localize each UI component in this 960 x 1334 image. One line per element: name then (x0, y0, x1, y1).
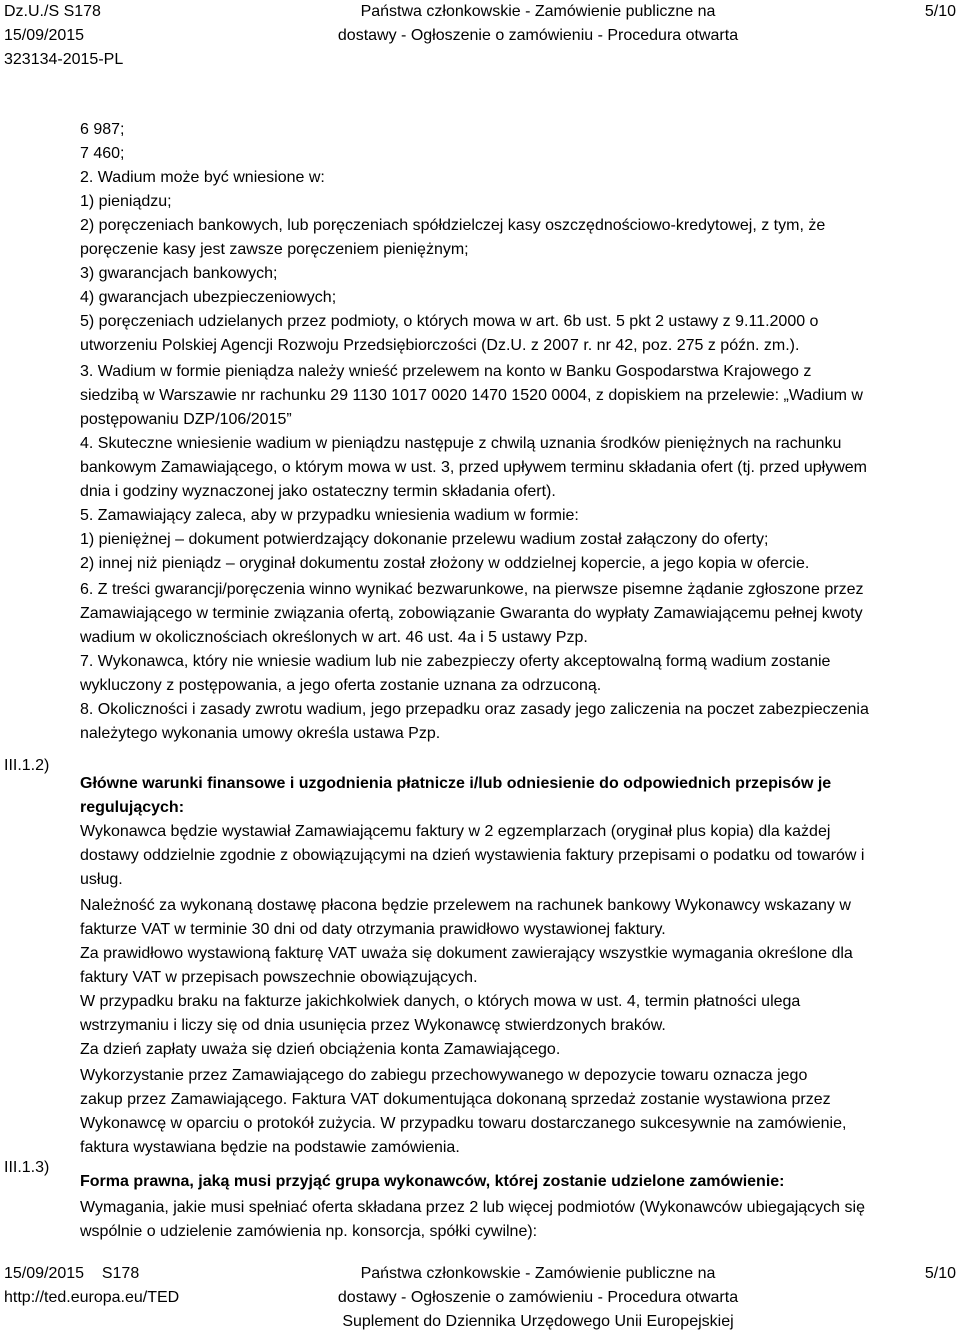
section-line: faktura wystawiana będzie na podstawie zamówienia. (80, 1139, 460, 1156)
body-line: 6 987; (80, 121, 125, 138)
body-line: siedzibą w Warszawie nr rachunku 29 1130 1017 0020 1470 1520 0004, z dopiskiem na przelewie: „Wadium w (80, 387, 863, 404)
body-line: 2) innej niż pieniądz – oryginał dokumentu został złożony w oddzielnej kopercie, a jego kopia w ofercie. (80, 555, 810, 572)
header-journal-ref: Dz.U./S S178 (4, 3, 101, 20)
section-title-line: Główne warunki finansowe i uzgodnienia płatnicze i/lub odniesienie do odpowiednich przepisów je (80, 775, 832, 792)
section-line: Za prawidłowo wystawioną fakturę VAT uważa się dokument zawierający wszystkie wymagania określone dla (80, 945, 853, 962)
body-line: 4) gwarancjach ubezpieczeniowych; (80, 289, 337, 306)
header-page: 5/10 (924, 3, 956, 20)
header-notice-id: 323134-2015-PL (4, 51, 124, 68)
section-line: faktury VAT w przepisach powszechnie obowiązujących. (80, 969, 478, 986)
body-line: 5. Zamawiający zaleca, aby w przypadku wniesienia wadium w formie: (80, 507, 579, 524)
section-number: III.1.3) (4, 1159, 50, 1176)
footer-title (302, 1262, 774, 1334)
section-number: III.1.2) (4, 757, 50, 774)
section-line: Wykonawcę w oparciu o protokół zużycia. W przypadku towaru dostarczanego sukcesywnie na zamówienie, (80, 1115, 847, 1132)
header-title-line: dostawy - Ogłoszenie o zamówieniu - Procedura otwarta (337, 27, 739, 44)
header-page-number (925, 0, 956, 24)
body-line: 8. Okoliczności i zasady zwrotu wadium, jego przepadku oraz zasady jego zaliczenia na poczet zabezpieczenia (80, 701, 869, 718)
section-line: Wykonawca będzie wystawiał Zamawiającemu faktury w 2 egzemplarzach (oryginał plus kopia) dla każdej (80, 823, 831, 840)
footer-title-line: Państwa członkowskie - Zamówienie publiczne na (360, 1265, 716, 1282)
footer-title-line: Suplement do Dziennika Urzędowego Unii Europejskiej (342, 1313, 734, 1330)
body-line: 1) pieniądzu; (80, 193, 172, 210)
header-title-line: Państwa członkowskie - Zamówienie publiczne na (360, 3, 716, 20)
body-line: 2. Wadium może być wniesione w: (80, 169, 325, 186)
body-line: dnia i godziny wyznaczonej jako ostateczny termin składania ofert). (80, 483, 556, 500)
footer-code: S178 (101, 1265, 140, 1282)
body-line: 4. Skuteczne wniesienie wadium w pieniądzu następuje z chwilą uznania środków pieniężnych na rachunku (80, 435, 842, 452)
section-line: W przypadku braku na fakturze jakichkolwiek danych, o których mowa w ust. 4, termin płatności ulega (80, 993, 801, 1010)
section-line: wspólnie o udzielenie zamówienia np. konsorcja, spółki cywilne): (80, 1223, 538, 1240)
section-line: wstrzymaniu i liczy się od dnia usunięcia przez Wykonawcę stwierdzonych braków. (80, 1017, 666, 1034)
section-line: dostawy oddzielnie zgodnie z obowiązującymi na dzień wystawienia faktury przepisami o podatku od towarów i (80, 847, 865, 864)
body-line: utworzeniu Polskiej Agencji Rozwoju Przedsiębiorczości (Dz.U. z 2007 r. nr 42, poz. 275 z późn. zm.). (80, 337, 800, 354)
page-header (0, 0, 960, 72)
body-line: bankowym Zamawiającego, o którym mowa w ust. 3, przed upływem terminu składania ofert (tj. przed upływem (80, 459, 867, 476)
body-line: wadium w okolicznościach określonych w art. 46 ust. 4a i 5 ustawy Pzp. (80, 629, 588, 646)
section-line: Wykorzystanie przez Zamawiającego do zabiegu przechowywanego w depozycie towaru oznacza jego (80, 1067, 808, 1084)
footer-date: 15/09/2015 (4, 1265, 85, 1282)
header-date: 15/09/2015 (4, 27, 85, 44)
body-line: 3. Wadium w formie pieniądza należy wnieść przelewem na konto w Banku Gospodarstwa Krajowego z (80, 363, 812, 380)
body-line: 1) pieniężnej – dokument potwierdzający dokonanie przelewu wadium został załączony do oferty; (80, 531, 769, 548)
footer-url[interactable]: http://ted.europa.eu/TED (4, 1289, 180, 1306)
body-line: 2) poręczeniach bankowych, lub poręczeniach spółdzielczej kasy oszczędnościowo-kredytowej, z tym, że (80, 217, 826, 234)
body-line: 6. Z treści gwarancji/poręczenia winno wynikać bezwarunkowe, na pierwsze pisemne żądanie zgłoszone przez (80, 581, 864, 598)
footer-reference (4, 1262, 179, 1310)
body-line: 5) poręczeniach udzielanych przez podmioty, o których mowa w art. 6b ust. 5 pkt 2 ustawy z 9.11.2000 o (80, 313, 819, 330)
body-line: wykluczony z postępowania, a jego oferta zostanie uznana za odrzuconą. (80, 677, 602, 694)
section-line: Za dzień zapłaty uważa się dzień obciążenia konta Zamawiającego. (80, 1041, 561, 1058)
page-footer (0, 1262, 960, 1334)
footer-page-number (925, 1262, 956, 1286)
section-line: usług. (80, 871, 123, 888)
body-line: należytego wykonania umowy określa ustawa Pzp. (80, 725, 441, 742)
section-line: Wymagania, jakie musi spełniać oferta składana przez 2 lub więcej podmiotów (Wykonawców ubiegających się (80, 1199, 865, 1216)
section-line: Należność za wykonaną dostawę płacona będzie przelewem na rachunek bankowy Wykonawcy wskazany w (80, 897, 851, 914)
footer-title-line: dostawy - Ogłoszenie o zamówieniu - Procedura otwarta (337, 1289, 739, 1306)
body-line: 7 460; (80, 145, 125, 162)
section-line: zakup przez Zamawiającego. Faktura VAT dokumentująca dokonaną sprzedaż zostanie wystawiona przez (80, 1091, 831, 1108)
header-reference (4, 0, 123, 72)
body-line: poręczenie kasy jest zawsze poręczeniem pieniężnym; (80, 241, 469, 258)
header-title (302, 0, 774, 48)
body-line: 3) gwarancjach bankowych; (80, 265, 278, 282)
section-line: fakturze VAT w terminie 30 dni od daty otrzymania prawidłowo wystawionej faktury. (80, 921, 666, 938)
section-title-line: Forma prawna, jaką musi przyjąć grupa wykonawców, której zostanie udzielone zamówienie: (80, 1173, 785, 1190)
body-line: Zamawiającego w terminie związania ofertą, zobowiązanie Gwaranta do wypłaty Zamawiającemu pełnej kwoty (80, 605, 863, 622)
body-line: 7. Wykonawca, który nie wniesie wadium lub nie zabezpieczy oferty akceptowalną formą wadium zostanie (80, 653, 831, 670)
footer-date-code (4, 1262, 179, 1286)
footer-page: 5/10 (924, 1265, 956, 1282)
body-line: postępowaniu DZP/106/2015” (80, 411, 292, 428)
section-title-line: regulujących: (80, 799, 185, 816)
